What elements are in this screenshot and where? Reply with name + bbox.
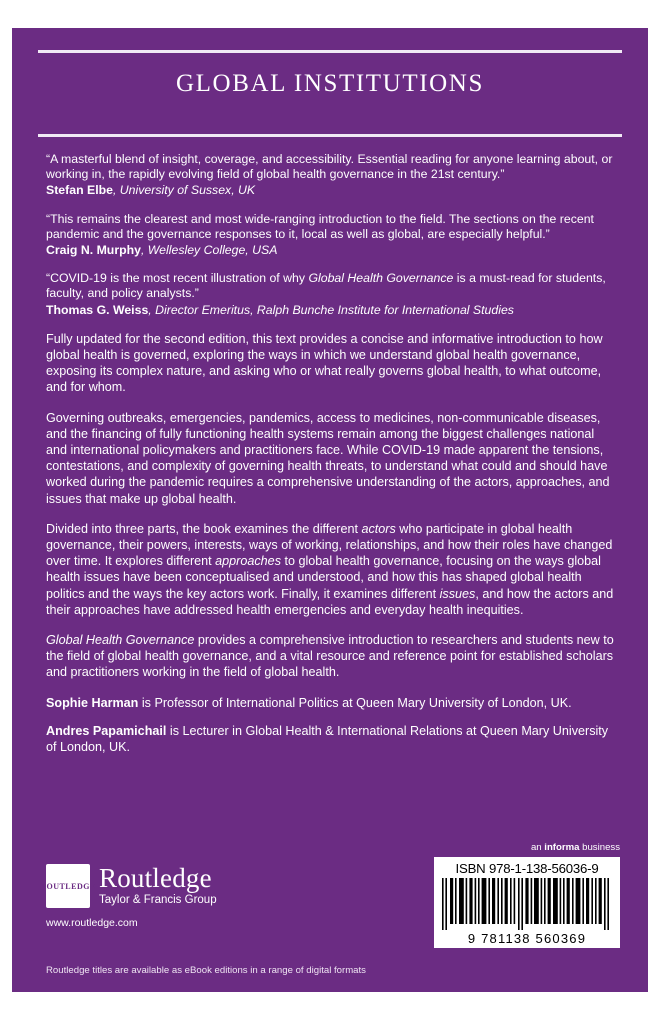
endorsement-2-affiliation: , Wellesley College, USA [140,243,278,258]
endorsement-3 [46,271,618,318]
publisher-name: Routledge [99,863,212,893]
author-2-bio: is Lecturer in Global Health & International Relations at Queen Mary University of London, UK. [46,723,609,755]
author-1-bio: is Professor of International Politics at Queen Mary University of London, UK. [138,695,572,710]
publisher-block [40,863,346,929]
author-bio-1 [46,695,618,711]
description-paragraph-4 [46,632,618,681]
routledge-wordmark [99,865,217,907]
endorsement-1-author: Stefan Elbe [46,183,113,198]
routledge-logo-mark-icon: ROUTLEDGE [46,864,90,908]
endorsement-3-quote [46,271,618,301]
description-paragraph-1: Fully updated for the second edition, this text provides a concise and informative introduction to how global health is governed, exploring the ways in which we understand global health governance, exposing its complex nature, and asking who or what really governs global health, to what outcome, and for whom. [46,331,603,395]
cover-content [46,152,618,767]
description-p4-book-title: Global Health Governance [46,633,195,648]
description-p3-italic-issues: issues [439,586,476,601]
endorsement-2-quote: “This remains the clearest and most wide-ranging introduction to the field. The sections on the recent pandemic and the governance responses to it, local as well as global, are especially helpful.” [46,211,594,241]
description-paragraph-3 [46,521,618,618]
isbn-label: ISBN 978-1-138-56036-9 [455,861,599,876]
description-p3-italic-actors: actors [361,521,396,536]
publisher-subtitle: Taylor & Francis Group [99,894,217,906]
publisher-url: www.routledge.com [46,917,138,929]
barcode-container [434,857,620,948]
endorsement-2 [46,212,618,259]
description-paragraph-2: Governing outbreaks, emergencies, pandemics, access to medicines, non-communicable diseases, and the financing of fully functioning health systems remain among the biggest challenges national and international policymakers and practitioners face. While COVID-19 made apparent the tensions, contestations, and complexity of governing health threats, to understand what could and should have worked during the pandemic requires a comprehensive understanding of the actors, approaches, and issues that make up global health. [46,410,610,506]
informa-suffix: business [579,842,620,853]
author-bio-2 [46,723,618,755]
endorsement-3-affiliation: , Director Emeritus, Ralph Bunche Institute for International Studies [148,302,514,317]
description-p3-italic-approaches: approaches [215,554,281,569]
endorsement-1-attribution [46,183,618,198]
barcode-icon [440,878,614,930]
endorsement-3-quote-part2: is a must-read for students, faculty, and policy analysts.” [46,271,606,301]
isbn-block [434,842,620,948]
endorsement-3-quote-part1: “COVID-19 is the most recent illustration of why [46,271,309,286]
author-2-name: Andres Papamichail [46,723,167,738]
description-p3-b: who participate in global health governance, their powers, interests, ways of working, relationships, and how their roles have changed over time. It explores different [46,521,613,569]
description-p3-c: to global health governance, focusing on the ways global health issues have been conceptualised and understood, and how this has shaped global health politics and the ways the key actors work. Finally, it examines different [46,554,601,601]
cover-panel [12,28,648,992]
ebook-availability-note: Routledge titles are available as eBook editions in a range of digital formats [46,965,366,976]
endorsement-3-attribution [46,303,618,318]
endorsement-2-author: Craig N. Murphy [46,243,141,258]
endorsement-3-author: Thomas G. Weiss [46,302,149,317]
series-title: GLOBAL INSTITUTIONS [176,70,484,97]
endorsement-1-quote: “A masterful blend of insight, coverage, and accessibility. Essential reading for anyone learning about, or working in, the rapidly evolving field of global health governance in the 21st century.” [46,152,613,182]
informa-prefix: an [530,842,545,853]
informa-brand: informa [544,842,580,853]
description-p3-d: , and how the actors and their approaches have addressed health emergencies and everyday health inequities. [46,586,614,617]
informa-imprint-line [434,842,620,853]
description-p4-body: provides a comprehensive introduction to researchers and students new to the field of global health governance, and a vital resource and reference point for established scholars and practitioners working in the field of global health. [46,633,614,680]
description-p3-a: Divided into three parts, the book examines the different [46,521,362,536]
endorsement-3-quote-title: Global Health Governance [308,271,454,286]
divider-bottom [38,134,622,137]
endorsement-2-attribution [46,243,618,258]
cover-footer [40,842,620,976]
endorsement-1 [46,152,618,199]
author-1-name: Sophie Harman [46,695,139,710]
endorsement-1-affiliation: , University of Sussex, UK [112,183,256,198]
isbn-ean-digits: 9 781138 560369 [467,931,587,946]
routledge-logo [40,863,346,908]
divider-top [38,50,622,53]
